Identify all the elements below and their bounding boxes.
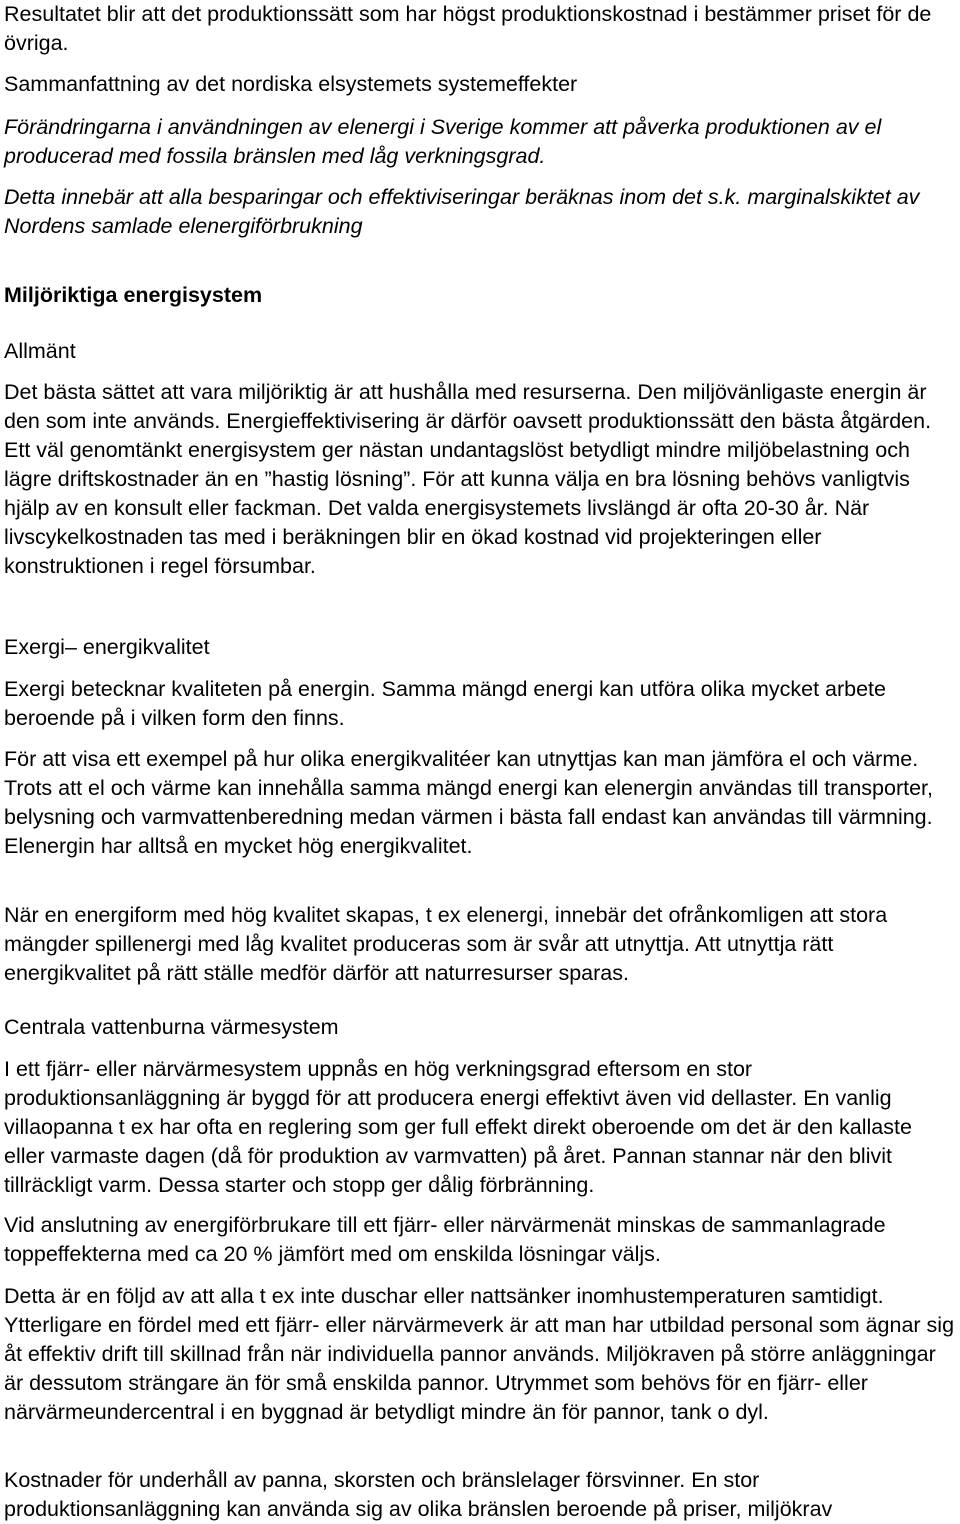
paragraph-district-heating: I ett fjärr- eller närvärmesystem uppnås en hög verkningsgrad eftersom en stor produktionsanläggning är byggd för att producera energi effektivt även vid dellaster. En vanlig villaopanna t ex har ofta en reglering som ger full effekt direkt oberoende om det är den kallaste eller varmaste dagen (då för produktion av varmvatten) på året. Pannan stannar när den blivit tillräckligt varm. Dessa starter och stopp ger dålig förbränning. [4, 1057, 912, 1197]
paragraph-savings: Detta innebär att alla besparingar och effektiviseringar beräknas inom det s.k. marginalskiktet av Nordens samlade elenergiförbrukning [4, 185, 920, 238]
paragraph-simultaneity: Detta är en följd av att alla t ex inte duschar eller nattsänker inomhustemperaturen samtidigt. Ytterligare en fördel med ett fjärr- eller närvärmeverk är att man har utbildad personal som ägnar sig åt effektiv drift till skillnad från när individuella pannor används. Miljökraven på större anläggningar är dessutom strängare än för små enskilda pannor. Utrymmet som behövs för en fjärr- eller närvärmeundercentral i en byggnad är betydligt mindre än för pannor, tank o dyl. [4, 1284, 955, 1424]
paragraph-waste-energy: När en energiform med hög kvalitet skapas, t ex elenergi, innebär det ofrånkomligen att stora mängder spillenergi med låg kvalitet produceras som är svår att utnyttja. Att utnyttja rätt energikvalitet på rätt ställe medför därför att naturresurser sparas. [4, 903, 888, 985]
heading-central-heating: Centrala vattenburna värmesystem [4, 1015, 339, 1039]
paragraph-peak-load: Vid anslutning av energiförbrukare till ett fjärr- eller närvärmenät minskas de sammanlagrade toppeffekterna med ca 20 % jämfört med om enskilda lösningar väljs. [4, 1213, 886, 1266]
paragraph-pricing: Resultatet blir att det produktionssätt som har högst produktionskostnad i bestämmer priset för de övriga. [4, 2, 932, 55]
paragraph-exergy-definition: Exergi betecknar kvaliteten på energin. Samma mängd energi kan utföra olika mycket arbete beroende på i vilken form den finns. [4, 677, 886, 730]
heading-summary: Sammanfattning av det nordiska elsystemets systemeffekter [4, 72, 578, 96]
paragraph-maintenance: Kostnader för underhåll av panna, skorsten och bränslelager försvinner. En stor produktionsanläggning kan använda sig av olika bränslen beroende på priser, miljökrav [4, 1468, 833, 1521]
paragraph-changes: Förändringarna i användningen av elenergi i Sverige kommer att påverka produktionen av el producerad med fossila bränslen med låg verkningsgrad. [4, 115, 882, 168]
heading-general: Allmänt [4, 339, 76, 363]
paragraph-exergy-example: För att visa ett exempel på hur olika energikvalitéer kan utnyttjas kan man jämföra el och värme. Trots att el och värme kan innehålla samma mängd energi kan elenergin användas till transporter, belysning och varmvattenberedning medan värmen i bästa fall endast kan användas till värmning. Elenergin har alltså en mycket hög energikvalitet. [4, 747, 933, 858]
paragraph-general: Det bästa sättet att vara miljöriktig är att hushålla med resurserna. Den miljövänligaste energin är den som inte används. Energieffektivisering är därför oavsett produktionssätt den bästa åtgärden. Ett väl genomtänkt energisystem ger nästan undantagslöst betydligt mindre miljöbelastning och lägre driftskostnader än en ”hastig lösning”. För att kunna välja en bra lösning behövs vanligtvis hjälp av en konsult eller fackman. Det valda energisystemets livslängd är ofta 20-30 år. När livscykelkostnaden tas med i beräkningen blir en ökad kostnad vid projekteringen eller konstruktionen i regel försumbar. [4, 380, 932, 578]
heading-environment: Miljöriktiga energisystem [4, 283, 263, 307]
heading-exergy: Exergi– energikvalitet [4, 635, 210, 659]
